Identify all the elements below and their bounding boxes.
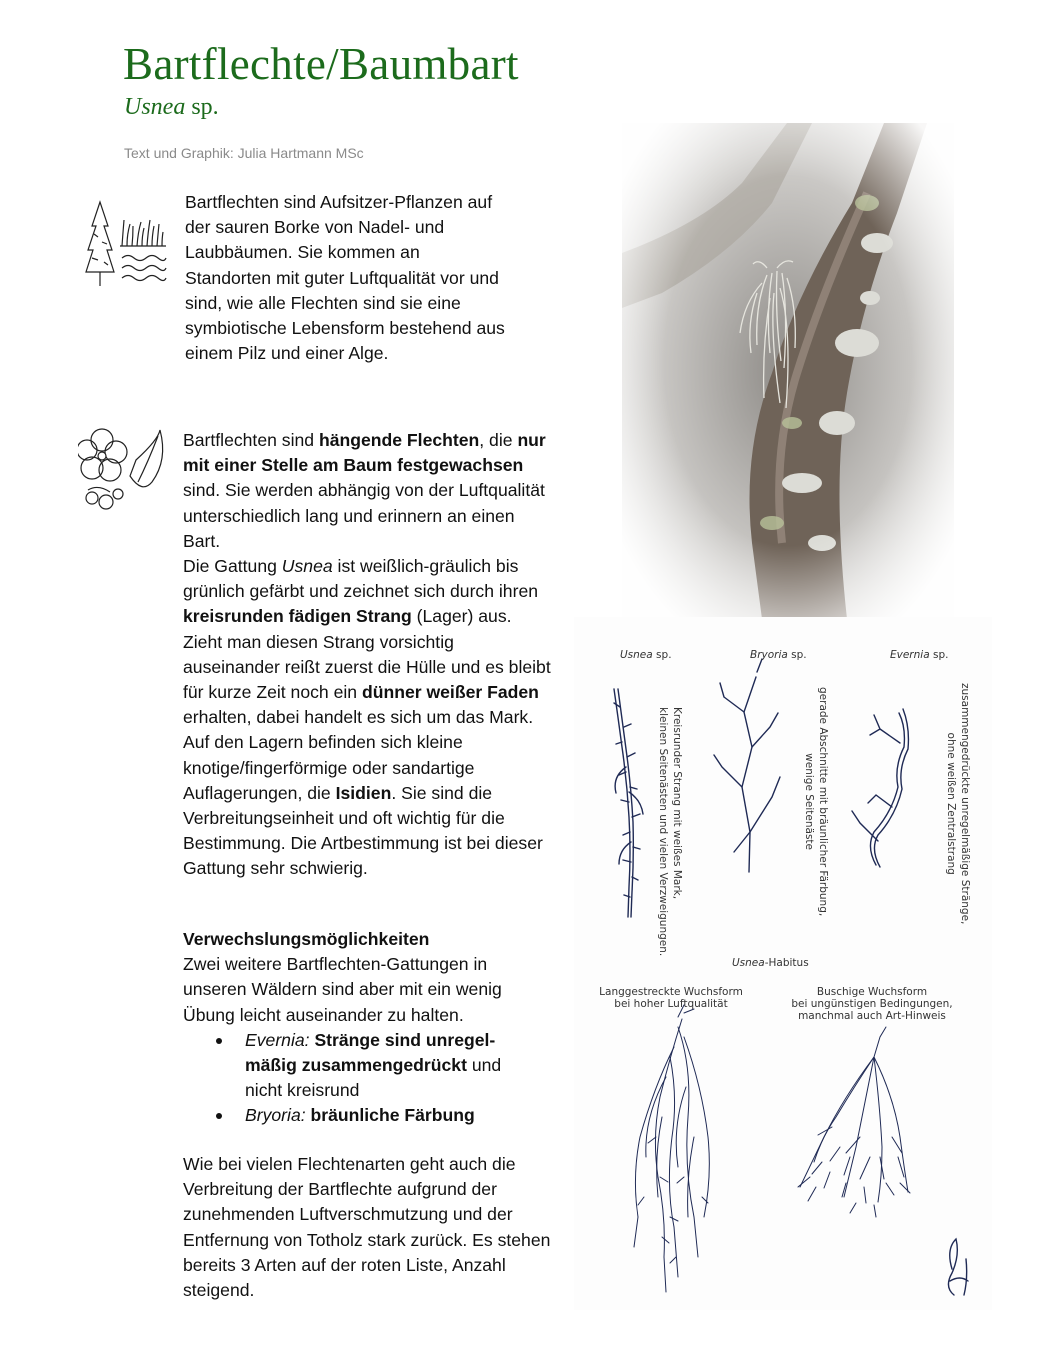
bushy-caption-line-1: Buschige Wuchsform: [816, 986, 928, 998]
confusion-section: [183, 927, 555, 1129]
lichen-illustration-sheet: [574, 617, 992, 1310]
desc-text-6: (Lager) aus. Zieht man diesen Strang vorsichtig auseinander reißt zuerst die Hülle und es bleibt für kurze Zeit noch ein: [183, 606, 551, 703]
long-form-caption: [596, 986, 746, 1010]
evernia-sp: sp.: [929, 649, 949, 661]
description-paragraph: [183, 428, 555, 882]
list-genus: Bryoria:: [245, 1105, 306, 1126]
confusion-intro: Zwei weitere Bartflechten-Gattungen in unseren Wäldern sind aber mit ein wenig Übung leicht auseinander zu halten.: [183, 954, 502, 1025]
desc-bold-strand: kreisrunden fädigen Strang: [183, 606, 412, 627]
genus-name: Usnea: [124, 94, 186, 120]
list-item: [245, 1103, 555, 1128]
list-bold: bräunliche Färbung: [310, 1105, 475, 1126]
list-bold: Stränge sind unregel-mäßig zusammengedrückt: [245, 1029, 496, 1076]
bushy-caption-line-3: manchmal auch Art-Hinweis: [798, 1010, 946, 1022]
desc-bold-thread: dünner weißer Faden: [361, 682, 539, 703]
list-item: [245, 1028, 535, 1104]
evernia-genus: Evernia: [890, 649, 930, 661]
desc-text-4: Die Gattung: [183, 556, 282, 577]
species-suffix: sp.: [185, 94, 219, 120]
usnea-desc-line-2: kleinen Seitenästen und vielen Verzweigungen.: [657, 707, 669, 957]
bryoria-desc-line-1: gerade Abschnitte mit bräunlicher Färbung,: [817, 687, 829, 917]
desc-bold-attached: nur mit einer Stelle am Baum festgewachsen: [183, 430, 546, 476]
long-caption-line-2: bei hoher Luftqualität: [614, 998, 728, 1010]
evernia-label: [890, 649, 948, 661]
lichen-photo: [622, 123, 954, 619]
usnea-description: [656, 707, 684, 956]
bryoria-sp: sp.: [787, 649, 807, 661]
bryoria-label: [750, 649, 807, 661]
long-caption-line-1: Langgestreckte Wuchsform: [599, 986, 743, 998]
habitus-suffix: -Habitus: [764, 957, 809, 969]
page-title: Bartflechte/Baumbart: [123, 39, 519, 89]
bryoria-genus: Bryoria: [750, 649, 788, 661]
desc-text-2: , die: [479, 430, 518, 450]
habitus-heading: [732, 957, 809, 969]
usnea-genus: Usnea: [620, 649, 653, 661]
list-genus: Evernia:: [245, 1029, 310, 1050]
usnea-sp: sp.: [652, 649, 672, 661]
desc-text-3: sind. Sie werden abhängig von der Luftqualität unterschiedlich lang und erinnern an einen Bart.: [183, 480, 545, 551]
list-rest: und nicht kreisrund: [245, 1055, 502, 1101]
desc-bold-isidien: Isidien: [335, 782, 392, 803]
author-credit: Text und Graphik: Julia Hartmann MSc: [124, 145, 364, 161]
desc-italic-usnea: Usnea: [281, 556, 333, 577]
confusion-list: [183, 1028, 555, 1129]
scientific-name: [124, 94, 219, 121]
usnea-label: [620, 649, 672, 661]
tree-moss-water-icon: [80, 198, 170, 290]
desc-text-8: Auf den Lagern befinden sich kleine knotige/fingerförmige oder sandartige Auflagerungen, die: [183, 732, 475, 803]
bushy-form-caption: [782, 986, 962, 1022]
usnea-desc-line-1: Kreisrunder Strang mit weißes Mark,: [671, 707, 683, 900]
outro-paragraph: Wie bei vielen Flechtenarten geht auch die Verbreitung der Bartflechte aufgrund der zunehmenden Luftverschmutzung und der Entfernung von Totholz stark zurück. Es stehen bereits 3 Arten auf der roten Liste, Anzahl steigend.: [183, 1154, 551, 1301]
habitat-paragraph: Bartflechten sind Aufsitzer-Pflanzen auf der sauren Borke von Nadel- und Laubbäumen. Sie kommen an Standorten mit guter Luftqualität vor und sind, wie alle Flechten sind sie eine symbiotische Lebensform bestehend aus einem Pilz und einer Alge.: [185, 192, 505, 364]
bryoria-description: [802, 687, 830, 916]
desc-text-1: Bartflechten sind: [183, 430, 319, 450]
flower-leaf-berries-icon: [78, 426, 170, 514]
confusion-heading: Verwechslungsmöglichkeiten: [183, 929, 430, 949]
desc-text-5: ist weißlich-gräulich bis grünlich gefärbt und zeichnet sich durch ihren: [183, 556, 539, 602]
habitus-genus: Usnea: [732, 957, 765, 969]
evernia-desc-line-2: ohne weißen Zentralstrang: [945, 732, 957, 875]
desc-bold-hanging: hängende Flechten: [318, 430, 480, 450]
desc-text-9: . Sie sind die Verbreitungseinheit und oft wichtig für die Bestimmung. Die Artbestimmung ist bei dieser Gattung sehr schwierig.: [183, 782, 543, 879]
evernia-desc-line-1: zusammengedrückte unregelmäßige Stränge,: [959, 683, 971, 925]
bushy-caption-line-2: bei ungünstigen Bedingungen,: [791, 998, 953, 1010]
desc-text-7: erhalten, dabei handelt es sich um das Mark.: [183, 707, 534, 728]
bryoria-desc-line-2: wenige Seitenäste: [803, 753, 815, 851]
evernia-description: [944, 683, 972, 924]
